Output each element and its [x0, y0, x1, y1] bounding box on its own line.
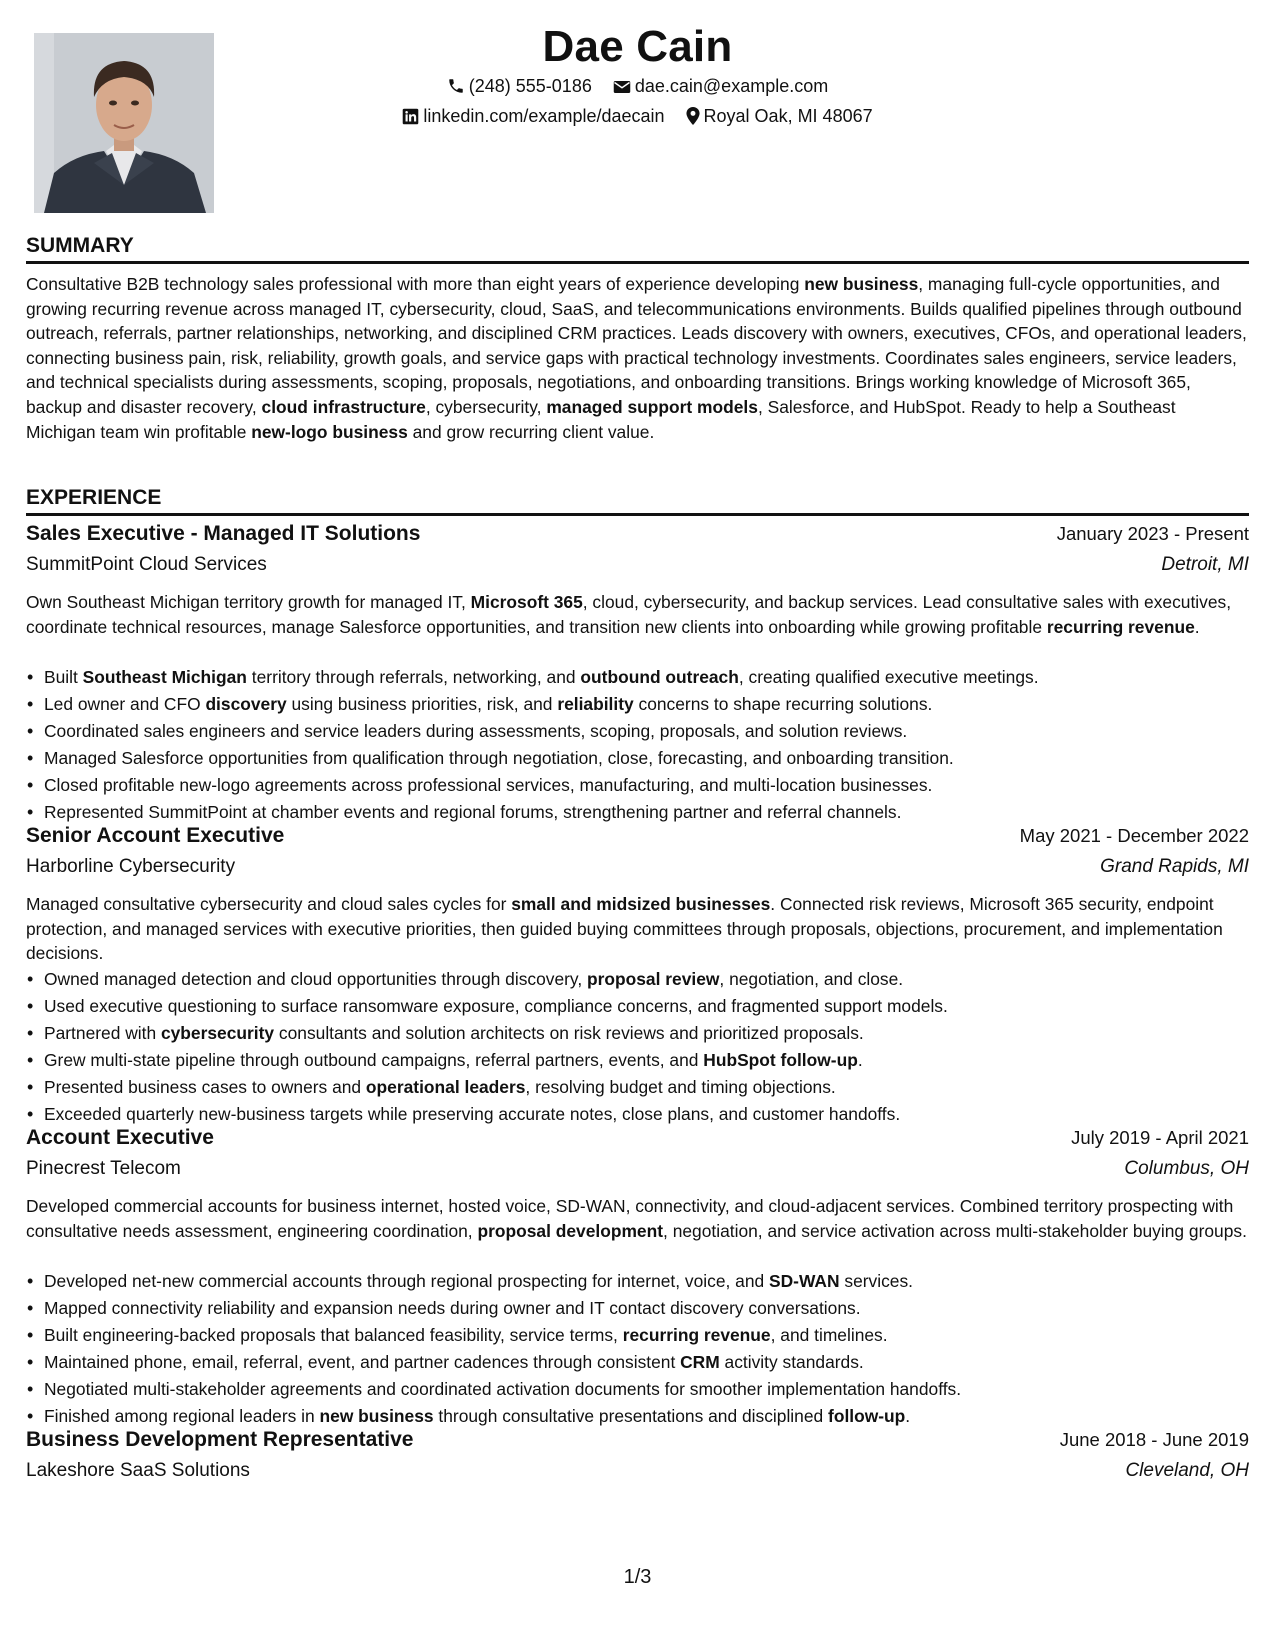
job-bullets — [26, 966, 1267, 1128]
job-bullets — [26, 664, 1267, 826]
contact-line-1 — [26, 76, 1249, 97]
job-title: Account Executive — [26, 1126, 214, 1149]
job-company-row — [26, 856, 1249, 878]
job-location: Grand Rapids, MI — [1100, 856, 1249, 877]
job-dates: January 2023 - Present — [1056, 523, 1249, 544]
linkedin-contact[interactable] — [402, 106, 664, 127]
job-bullets — [26, 1268, 1267, 1430]
list-item: • Led owner and CFO discovery using business priorities, risk, and reliability concerns to shape recurring solutions. — [44, 691, 1267, 718]
company-name: SummitPoint Cloud Services — [26, 554, 267, 575]
phone-icon — [447, 77, 465, 95]
contact-line-2 — [26, 106, 1249, 127]
envelope-icon — [613, 79, 631, 95]
job-description: Managed consultative cybersecurity and cloud sales cycles for small and midsized businesses. Connected risk reviews, Microsoft 365 security, endpoint protection, and managed services with executive priorities, then guided buying committees through proposals, objections, procurement, and implementation decisions. — [26, 894, 1223, 964]
email-text: dae.cain@example.com — [634, 76, 829, 96]
list-item: • Used executive questioning to surface ransomware exposure, compliance concerns, and fragmented support models. — [44, 993, 1267, 1020]
company-name: Harborline Cybersecurity — [26, 856, 236, 877]
candidate-name: Dae Cain — [542, 22, 733, 71]
job-title: Senior Account Executive — [26, 824, 285, 847]
job-location: Detroit, MI — [1161, 554, 1249, 575]
job-title: Sales Executive - Managed IT Solutions — [26, 522, 421, 545]
list-item: • Managed Salesforce opportunities from qualification through negotiation, close, forecasting, and onboarding transition. — [44, 745, 1267, 772]
location-contact — [686, 106, 873, 127]
linkedin-icon — [402, 108, 419, 125]
job-header — [26, 522, 1249, 546]
page-number: 1/3 — [623, 1566, 652, 1588]
job-location: Columbus, OH — [1124, 1158, 1249, 1179]
experience-heading: EXPERIENCE — [26, 486, 1249, 516]
list-item: • Grew multi-state pipeline through outbound campaigns, referral partners, events, and HubSpot follow-up. — [44, 1047, 1267, 1074]
list-item: • Maintained phone, email, referral, event, and partner cadences through consistent CRM activity standards. — [44, 1349, 1267, 1376]
map-pin-icon — [686, 107, 700, 125]
linkedin-text: linkedin.com/example/daecain — [423, 106, 665, 126]
job-header — [26, 824, 1249, 848]
list-item: • Coordinated sales engineers and service leaders during assessments, scoping, proposals, and solution reviews. — [44, 718, 1267, 745]
summary-heading: SUMMARY — [26, 234, 1249, 264]
job-header — [26, 1428, 1249, 1452]
list-item: • Mapped connectivity reliability and expansion needs during owner and IT contact discovery conversations. — [44, 1295, 1267, 1322]
job-company-row — [26, 554, 1249, 576]
list-item: • Built engineering-backed proposals that balanced feasibility, service terms, recurring revenue, and timelines. — [44, 1322, 1267, 1349]
company-name: Lakeshore SaaS Solutions — [26, 1460, 250, 1481]
job-location: Cleveland, OH — [1125, 1460, 1249, 1481]
phone-contact[interactable] — [447, 76, 592, 97]
job-dates: July 2019 - April 2021 — [1071, 1127, 1249, 1148]
list-item: • Exceeded quarterly new-business targets while preserving accurate notes, close plans, and customer handoffs. — [44, 1101, 1267, 1128]
company-name: Pinecrest Telecom — [26, 1158, 181, 1179]
list-item: • Partnered with cybersecurity consultants and solution architects on risk reviews and prioritized proposals. — [44, 1020, 1267, 1047]
job-dates: May 2021 - December 2022 — [1019, 825, 1249, 846]
list-item: • Presented business cases to owners and operational leaders, resolving budget and timing objections. — [44, 1074, 1267, 1101]
job-company-row — [26, 1460, 1249, 1482]
list-item: • Owned managed detection and cloud opportunities through discovery, proposal review, negotiation, and close. — [44, 966, 1267, 993]
location-text: Royal Oak, MI 48067 — [703, 106, 873, 126]
list-item: • Developed net-new commercial accounts through regional prospecting for internet, voice, and SD-WAN services. — [44, 1268, 1267, 1295]
phone-text: (248) 555-0186 — [468, 76, 592, 96]
summary-text: Consultative B2B technology sales professional with more than eight years of experience developing new business, managing full-cycle opportunities, and growing recurring revenue across managed IT, cybersecurity, cloud, SaaS, and telecommunications environments. Builds qualified pipelines through outbound outreach, referrals, partner relationships, networking, and disciplined CRM practices. Leads discovery with owners, executives, CFOs, and operational leaders, connecting business pain, risk, reliability, growth goals, and service gaps with practical technology investments. Coordinates sales engineers, service leaders, and technical specialists during assessments, scoping, proposals, negotiations, and onboarding transitions. Brings working knowledge of Microsoft 365, backup and disaster recovery, cloud infrastructure, cybersecurity, managed support models, Salesforce, and HubSpot. Ready to help a Southeast Michigan team win profitable new-logo business and grow recurring client value. — [26, 274, 1247, 442]
job-company-row — [26, 1158, 1249, 1180]
email-contact[interactable] — [613, 76, 828, 97]
list-item: • Finished among regional leaders in new business through consultative presentations and disciplined follow-up. — [44, 1403, 1267, 1430]
job-header — [26, 1126, 1249, 1150]
job-title: Business Development Representative — [26, 1428, 414, 1451]
list-item: • Negotiated multi-stakeholder agreements and coordinated activation documents for smoother implementation handoffs. — [44, 1376, 1267, 1403]
list-item: • Closed profitable new-logo agreements across professional services, manufacturing, and multi-location businesses. — [44, 772, 1267, 799]
list-item: • Represented SummitPoint at chamber events and regional forums, strengthening partner and referral channels. — [44, 799, 1267, 826]
job-description: Own Southeast Michigan territory growth for managed IT, Microsoft 365, cloud, cybersecurity, and backup services. Lead consultative sales with executives, coordinate technical resources, manage Salesforce opportunities, and transition new clients into onboarding while growing profitable recurring revenue. — [26, 592, 1232, 637]
list-item: • Built Southeast Michigan territory through referrals, networking, and outbound outreach, creating qualified executive meetings. — [44, 664, 1267, 691]
job-dates: June 2018 - June 2019 — [1059, 1429, 1249, 1450]
job-description: Developed commercial accounts for business internet, hosted voice, SD-WAN, connectivity, and cloud-adjacent services. Combined territory prospecting with consultative needs assessment, engineering coordination, proposal development, negotiation, and service activation across multi-stakeholder buying groups. — [26, 1196, 1247, 1241]
